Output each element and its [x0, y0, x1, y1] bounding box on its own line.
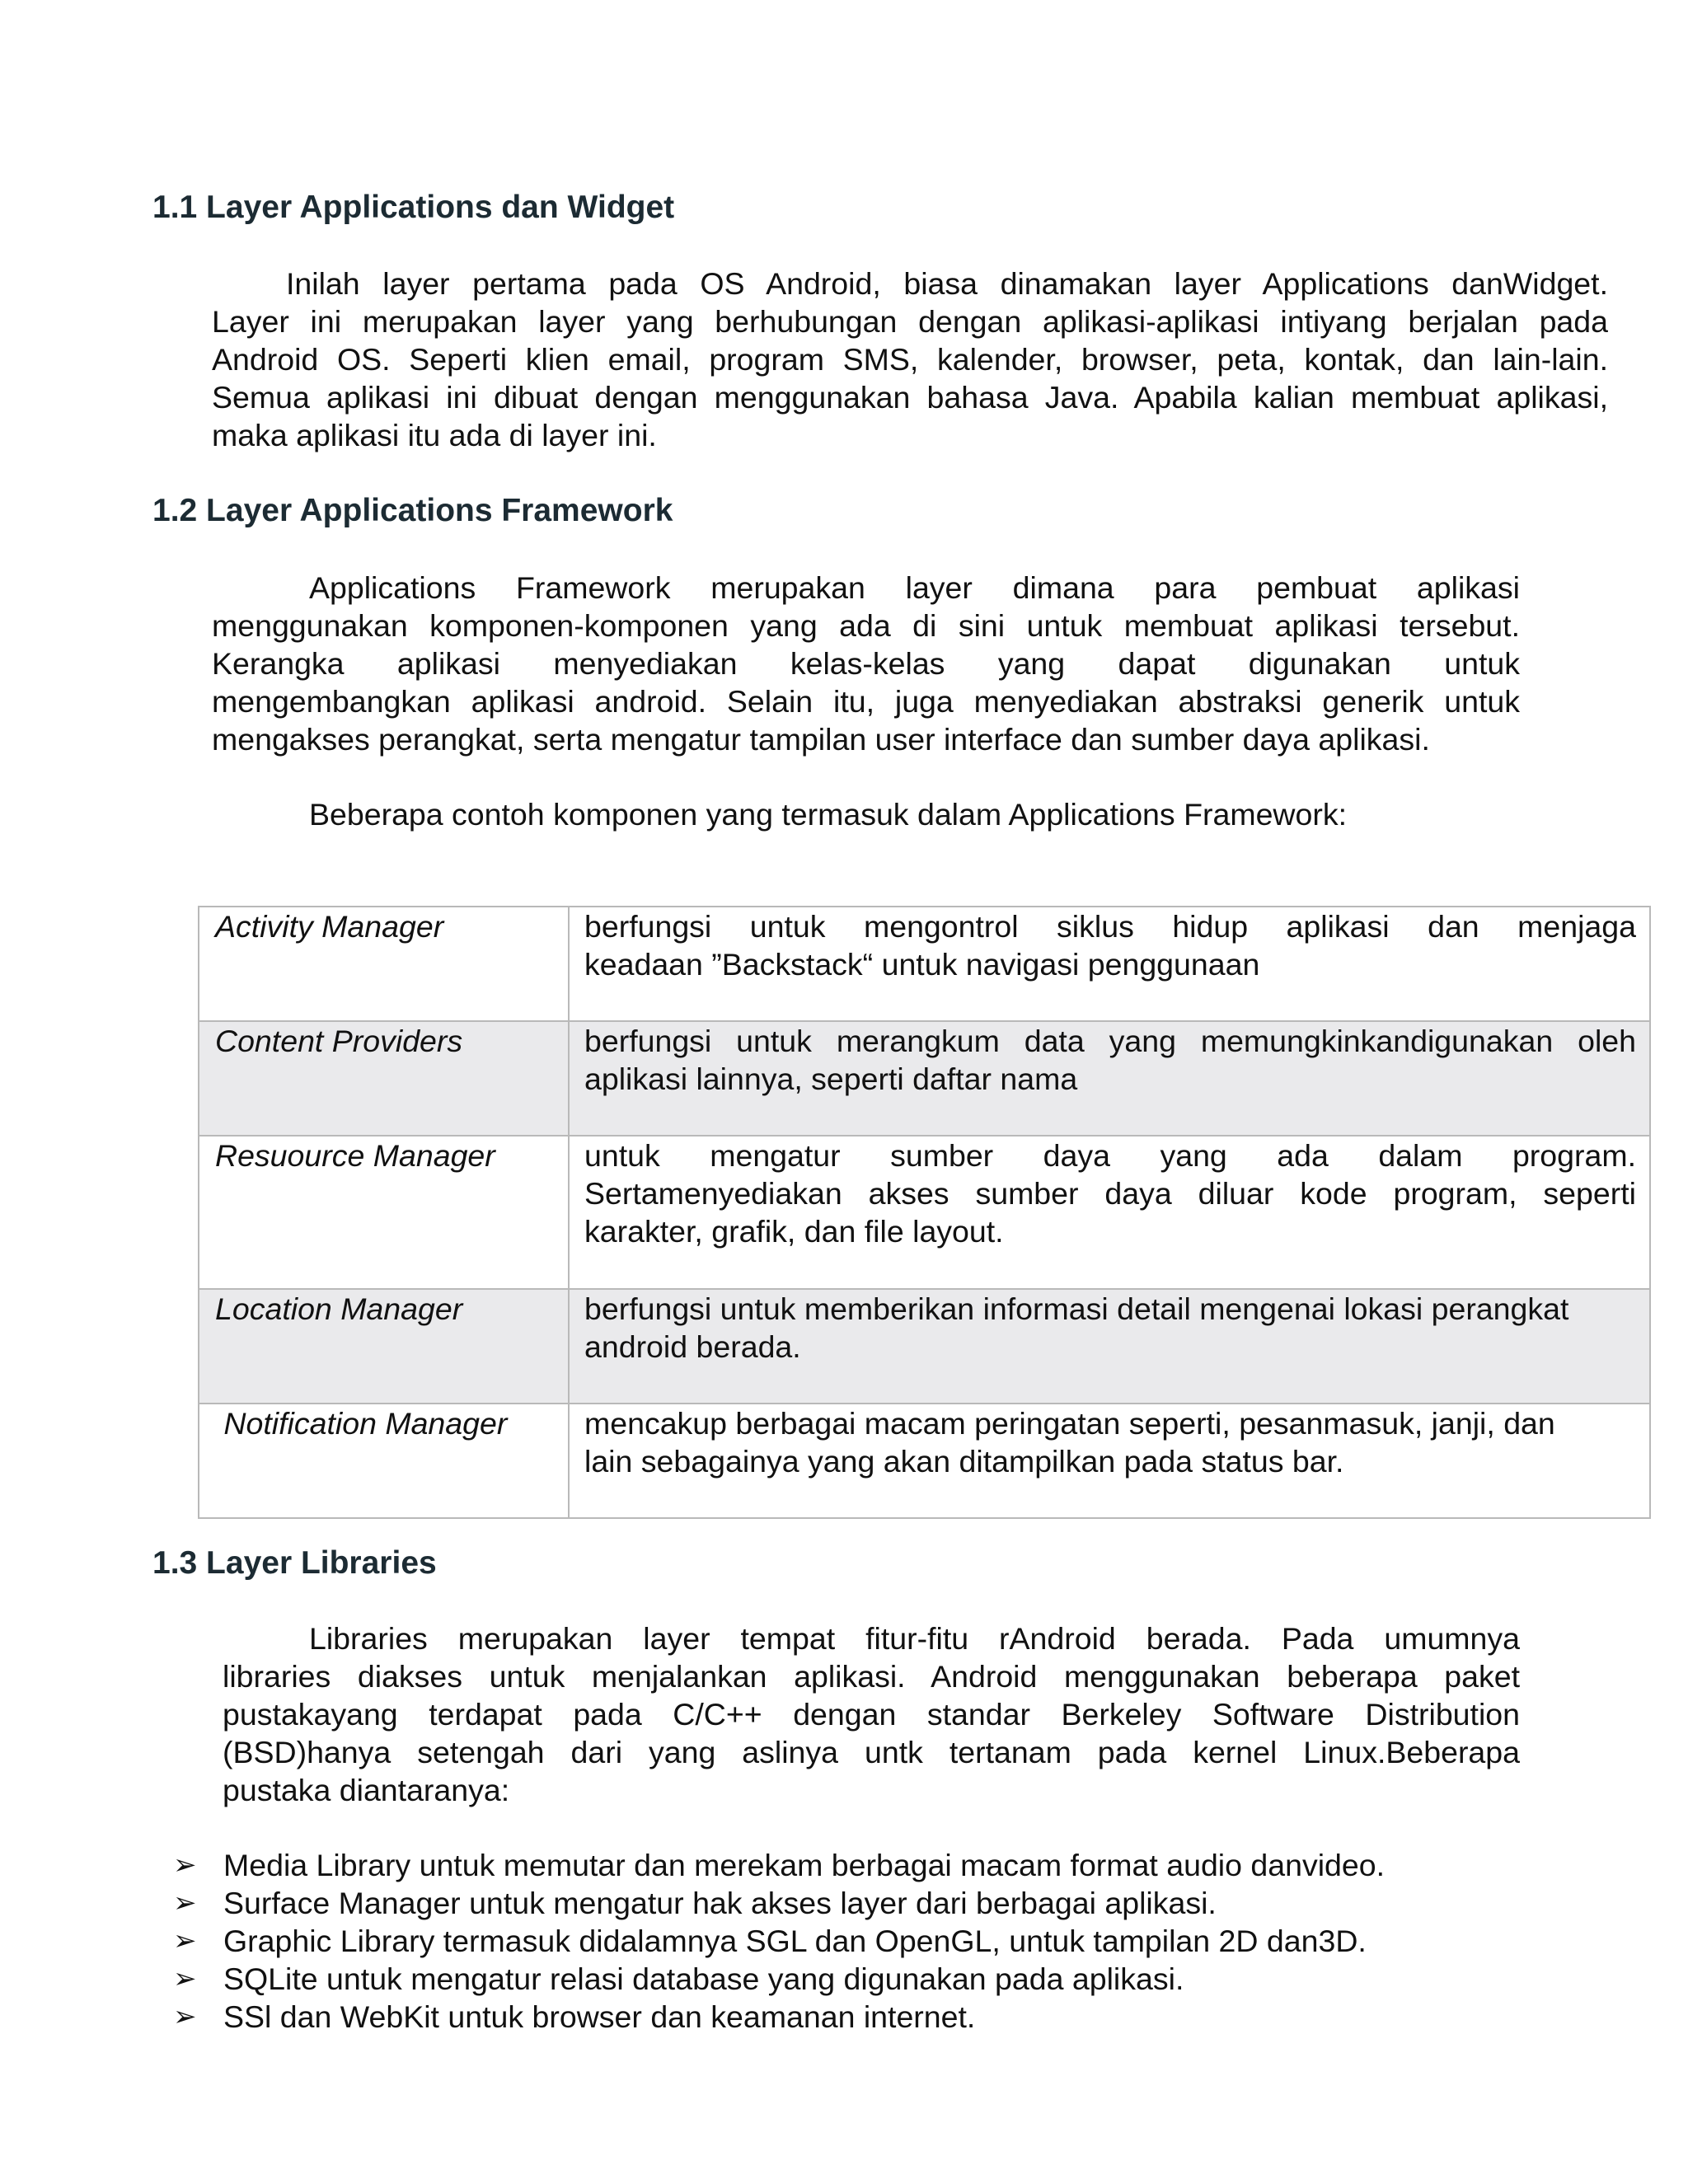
table-row	[199, 1289, 1650, 1404]
section-1-1-paragraph	[212, 265, 1608, 454]
description-line: karakter, grafik, dan file layout.	[584, 1214, 1004, 1249]
paragraph-line: Layer ini merupakan layer yang berhubungan dengan aplikasi-aplikasi intiyang berjalan pada	[212, 304, 1608, 339]
paragraph-line: Semua aplikasi ini dibuat dengan menggunakan bahasa Java. Apabila kalian membuat aplikasi,	[212, 380, 1608, 415]
list-item	[173, 1998, 1385, 2036]
description-line: lain sebagainya yang akan ditampilkan pada status bar.	[584, 1444, 1344, 1479]
description-line: berfungsi untuk memberikan informasi detail mengenai lokasi perangkat	[584, 1291, 1569, 1326]
description-line: berfungsi untuk mengontrol siklus hidup aplikasi dan menjaga	[584, 909, 1636, 944]
paragraph-line: Inilah layer pertama pada OS Android, biasa dinamakan layer Applications danWidget.	[286, 266, 1608, 301]
list-item	[173, 1846, 1385, 1884]
description-line: berfungsi untuk merangkum data yang memungkinkandigunakan oleh	[584, 1024, 1636, 1058]
arrow-bullet-icon: ➢	[173, 1963, 197, 1994]
section-heading-1-1: 1.1 Layer Applications dan Widget	[152, 190, 675, 225]
table-row	[199, 907, 1650, 1021]
list-item-text: Surface Manager untuk mengatur hak akses layer dari berbagai aplikasi.	[223, 1886, 1217, 1920]
paragraph-line: mengembangkan aplikasi android. Selain itu, juga menyediakan abstraksi generik untuk	[212, 684, 1520, 719]
table-row	[199, 1136, 1650, 1289]
table-row	[199, 1021, 1650, 1136]
list-item	[173, 1922, 1385, 1960]
component-description	[569, 1404, 1650, 1518]
framework-intro-text: Beberapa contoh komponen yang termasuk dalam Applications Framework:	[309, 797, 1348, 832]
paragraph-line: menggunakan komponen-komponen yang ada di sini untuk membuat aplikasi tersebut.	[212, 608, 1520, 643]
component-name: Resuource Manager	[199, 1136, 569, 1289]
paragraph-line: Android OS. Seperti klien email, program SMS, kalender, browser, peta, kontak, dan lain-lain.	[212, 342, 1608, 377]
arrow-bullet-icon: ➢	[173, 1887, 197, 1919]
list-item	[173, 1884, 1385, 1922]
paragraph-line: maka aplikasi itu ada di layer ini.	[212, 418, 657, 452]
list-item-text: Media Library untuk memutar dan merekam berbagai macam format audio danvideo.	[223, 1848, 1386, 1882]
section-heading-1-2: 1.2 Layer Applications Framework	[152, 493, 673, 528]
section-1-3-paragraph	[223, 1619, 1520, 1809]
paragraph-line: Kerangka aplikasi menyediakan kelas-kelas yang dapat digunakan untuk	[212, 646, 1520, 681]
paragraph-line: Applications Framework merupakan layer dimana para pembuat aplikasi	[309, 570, 1520, 605]
paragraph-line: mengakses perangkat, serta mengatur tampilan user interface dan sumber daya aplikasi.	[212, 722, 1430, 757]
paragraph-line: (BSD)hanya setengah dari yang aslinya untk tertanam pada kernel Linux.Beberapa	[223, 1735, 1520, 1769]
description-line: aplikasi lainnya, seperti daftar nama	[584, 1062, 1078, 1096]
list-item	[173, 1960, 1385, 1998]
description-line: Sertamenyediakan akses sumber daya diluar kode program, seperti	[584, 1176, 1636, 1211]
libraries-list	[173, 1846, 1385, 2036]
paragraph-line: pustakayang terdapat pada C/C++ dengan standar Berkeley Software Distribution	[223, 1697, 1520, 1732]
component-name: Activity Manager	[199, 907, 569, 1021]
section-1-2-paragraph	[212, 569, 1520, 758]
description-line: mencakup berbagai macam peringatan seperti, pesanmasuk, janji, dan	[584, 1406, 1555, 1441]
arrow-bullet-icon: ➢	[173, 1849, 197, 1881]
list-item-text: Graphic Library termasuk didalamnya SGL dan OpenGL, untuk tampilan 2D dan3D.	[223, 1924, 1367, 1958]
list-item-text: SSl dan WebKit untuk browser dan keamanan internet.	[223, 1999, 976, 2034]
arrow-bullet-icon: ➢	[173, 2001, 197, 2032]
component-description	[569, 1021, 1650, 1136]
component-name: Content Providers	[199, 1021, 569, 1136]
component-description	[569, 907, 1650, 1021]
component-description	[569, 1136, 1650, 1289]
description-line: android berada.	[584, 1329, 801, 1364]
component-name: Location Manager	[199, 1289, 569, 1404]
paragraph-line: pustaka diantaranya:	[223, 1773, 510, 1807]
paragraph-line: Libraries merupakan layer tempat fitur-fitu rAndroid berada. Pada umumnya	[309, 1621, 1520, 1656]
arrow-bullet-icon: ➢	[173, 1925, 197, 1957]
table-row	[199, 1404, 1650, 1518]
component-description	[569, 1289, 1650, 1404]
description-line: untuk mengatur sumber daya yang ada dalam program.	[584, 1138, 1636, 1173]
section-heading-1-3: 1.3 Layer Libraries	[152, 1545, 437, 1581]
paragraph-line: libraries diakses untuk menjalankan aplikasi. Android menggunakan beberapa paket	[223, 1659, 1520, 1694]
component-name: Notification Manager	[199, 1404, 569, 1518]
list-item-text: SQLite untuk mengatur relasi database yang digunakan pada aplikasi.	[223, 1961, 1184, 1996]
framework-components-table	[198, 906, 1651, 1519]
description-line: keadaan ”Backstack“ untuk navigasi penggunaan	[584, 947, 1260, 982]
